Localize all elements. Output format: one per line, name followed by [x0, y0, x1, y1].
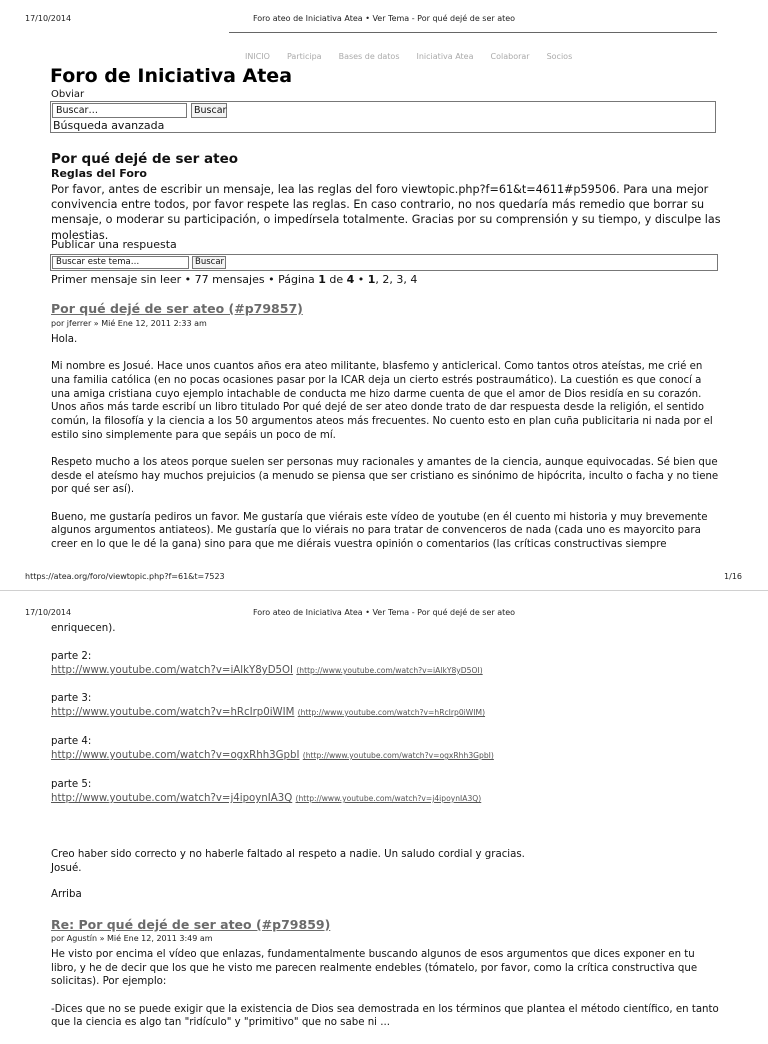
nav-socios[interactable]: Socios: [546, 52, 573, 61]
post-reply-link[interactable]: Publicar una respuesta: [51, 238, 177, 251]
video-link: [51, 706, 485, 720]
topic-search-input[interactable]: Buscar este tema…: [52, 256, 189, 269]
post-meta: por jferrer » Mié Ene 12, 2011 2:33 am: [51, 319, 207, 328]
pagination-text: Primer mensaje sin leer • 77 mensajes • Página: [51, 273, 319, 286]
forum-rules-heading: Reglas del Foro: [51, 167, 147, 180]
video-part-label: parte 2:: [51, 651, 92, 662]
page-break: [0, 590, 768, 591]
print-doc-title: Foro ateo de Iniciativa Atea • Ver Tema - Por qué dejé de ser ateo: [252, 608, 516, 617]
youtube-link-url[interactable]: (http://www.youtube.com/watch?v=hRcIrp0iWIM): [297, 708, 486, 717]
video-part-label: parte 4:: [51, 736, 92, 747]
pagination-total: 4: [346, 273, 355, 286]
topic-title[interactable]: Por qué dejé de ser ateo: [51, 151, 239, 167]
skip-link[interactable]: Obviar: [51, 89, 85, 100]
video-part-label: parte 3:: [51, 693, 92, 704]
post-paragraph: Respeto mucho a los ateos porque suelen ser personas muy racionales y amantes de la ciencia, aunque equivocadas. Sé bien que desde el ateísmo hay muchos prejuicios (a menudo se piensa que ser cristiano es sinónimo de hipócrita, inculto o facha y no tiene por qué ser así).: [51, 456, 719, 496]
post-paragraph: -Dices que no se puede exigir que la existencia de Dios sea demostrada en los términos que plantea el método científico, en tanto que la ciencia es algo tan "ridículo" y "primitivo" que no sabe ni ...: [51, 1003, 719, 1029]
post-body: [51, 948, 719, 1044]
post-title[interactable]: Re: Por qué dejé de ser ateo (#p79859): [51, 917, 331, 932]
print-date: 17/10/2014: [25, 608, 72, 617]
post-title[interactable]: Por qué dejé de ser ateo (#p79857): [51, 301, 303, 316]
video-link: [51, 664, 483, 678]
nav-inicio[interactable]: INICIO: [245, 52, 270, 61]
nav-iniciativa-atea[interactable]: Iniciativa Atea: [416, 52, 474, 61]
post-body: [51, 333, 719, 565]
post-meta: por Agustín » Mié Ene 12, 2011 3:49 am: [51, 934, 213, 943]
main-nav: [245, 52, 589, 61]
pagination-current: 1: [318, 273, 326, 286]
youtube-link[interactable]: http://www.youtube.com/watch?v=j4ipoynIA3Q: [51, 793, 293, 804]
nav-bases-de-datos[interactable]: Bases de datos: [338, 52, 400, 61]
video-link: [51, 749, 494, 763]
print-footer-page: 1/16: [724, 572, 742, 581]
video-part-label: parte 5:: [51, 779, 92, 790]
post-paragraph: Mi nombre es Josué. Hace unos cuantos años era ateo militante, blasfemo y anticlerical. Como tantos otros ateístas, me crié en una familia católica (en no pocas ocasiones pasar por la ICAR deja un cierto estrés postraumático). La cuestión es que conocí a una amiga cristiana cuyo ejemplo intachable de conducta me hizo darme cuenta de que el amor de Dios residía en su corazón. Unos años más tarde escribí un libro titulado Por qué dejé de ser ateo donde trato de dar respuesta desde la religión, el sentido común, la filosofía y la ciencia a los 50 argumentos ateos más frecuentes. No cuento esto en plan cuña publicitaria ni nada por el estilo sino simplemente para que sepáis un poco de mí.: [51, 361, 713, 441]
topic-search-panel: [50, 254, 718, 271]
site-search-panel: [50, 101, 716, 133]
post-paragraph: He visto por encima el vídeo que enlazas, fundamentalmente buscando algunos de esos argumentos que dices exponer en tu libro, y he de decir que los que he visto me parecen realmente endebles (tómatelo, por favor, como la crítica constructiva que solicitas). Por ejemplo:: [51, 949, 698, 988]
print-doc-title: Foro ateo de Iniciativa Atea • Ver Tema - Por qué dejé de ser ateo: [252, 14, 516, 23]
pagination: [51, 273, 417, 286]
post-paragraph: enriquecen).: [51, 623, 116, 634]
print-date: 17/10/2014: [25, 14, 72, 23]
pagination-of: de: [325, 273, 347, 286]
nav-colaborar[interactable]: Colaborar: [490, 52, 530, 61]
nav-participa[interactable]: Participa: [286, 52, 322, 61]
site-title[interactable]: Foro de Iniciativa Atea: [50, 65, 293, 87]
youtube-link[interactable]: http://www.youtube.com/watch?v=ogxRhh3GpbI: [51, 750, 300, 761]
forum-rules-text: Por favor, antes de escribir un mensaje, lea las reglas del foro viewtopic.php?f=61&t=4611#p59506. Para una mejor convivencia entre todos, por favor respete las reglas. En caso contrario, no nos quedaría más remedio que borrar su mensaje, o moderar su participación, o impedírsela totalmente. Gracias por su comprensión y su tiempo, y disculpe las molestias.: [51, 183, 721, 242]
topic-search-button[interactable]: Buscar: [192, 256, 226, 269]
pagination-pages[interactable]: , 2, 3, 4: [375, 273, 418, 286]
back-to-top-link[interactable]: Arriba: [51, 889, 82, 900]
youtube-link-url[interactable]: (http://www.youtube.com/watch?v=iAlkY8yD5OI): [296, 666, 483, 675]
header-rule: [229, 32, 717, 33]
youtube-link[interactable]: http://www.youtube.com/watch?v=hRcIrp0iWIM: [51, 707, 295, 718]
post-paragraph: Hola.: [51, 334, 78, 345]
post-paragraph: Bueno, me gustaría pediros un favor. Me gustaría que viérais este vídeo de youtube (en él cuento mi historia y muy brevemente algunos argumentos antiateos). Me gustaría que lo viérais no para tratar de convenceros de nada (cada uno es mayorcito para creer en lo que le dé la gana) sino para que me diérais vuestra opinión o comentarios (las críticas constructivas siempre: [51, 511, 708, 550]
search-input[interactable]: Buscar…: [52, 103, 187, 118]
pagination-page-1: 1: [367, 273, 376, 286]
search-button[interactable]: Buscar: [191, 103, 227, 118]
post-signature: Josué.: [51, 863, 82, 874]
youtube-link[interactable]: http://www.youtube.com/watch?v=iAlkY8yD5OI: [51, 665, 294, 676]
youtube-link-url[interactable]: (http://www.youtube.com/watch?v=ogxRhh3GpbI): [302, 751, 494, 760]
post-paragraph: Creo haber sido correcto y no haberle faltado al respeto a nadie. Un saludo cordial y gracias.: [51, 849, 525, 860]
print-footer-url: https://atea.org/foro/viewtopic.php?f=61&t=7523: [25, 572, 225, 581]
advanced-search-link[interactable]: Búsqueda avanzada: [53, 119, 165, 132]
video-link: [51, 792, 481, 806]
pagination-sep: •: [354, 273, 368, 286]
youtube-link-url[interactable]: (http://www.youtube.com/watch?v=j4ipoynIA3Q): [295, 794, 482, 803]
